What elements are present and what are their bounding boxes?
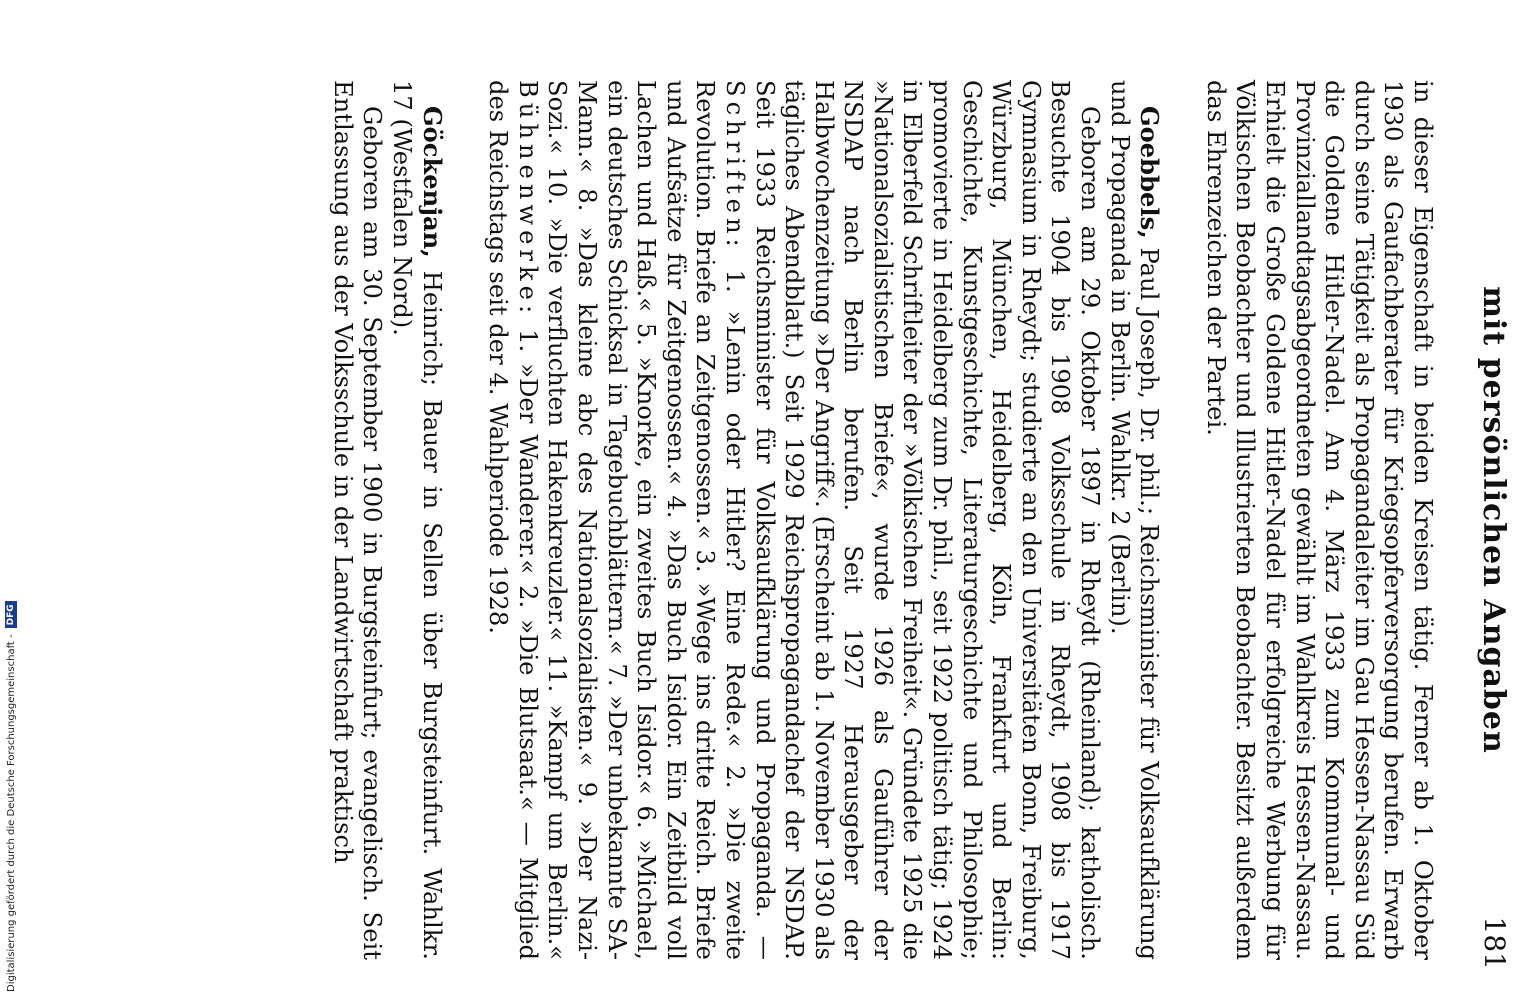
credit-text: Digitalisierung gefördert durch die Deutsche Forschungsgemeinschaft - [6,634,17,992]
biography-part-a: Geboren am 30. September 1900 in Burgsteinfurt; evangelisch. Seit Entlassung aus der Volksschule in der Landwirtschaft praktisch [328,80,387,960]
page-header [1461,70,1511,970]
page-body [17,80,1437,960]
biography-part-c: 1. »Der Wanderer.« 2. »Die Blutsaat.« — Mitglied des Reichstags seit der 4. Wahlperiode 1928. [484,80,542,960]
page-number: 181 [1478,916,1511,970]
entry-goebbels [483,80,1165,960]
entry-biography [483,80,1104,960]
entry-name: Göckenjan, [417,106,447,258]
entry-goeckenjan [327,80,446,960]
entry-heading-rest: Paul Joseph, Dr. phil.; Reichsminister für Volksaufklärung und Propaganda in Berlin. Wahlkr. 2 (Berlin). [1105,80,1164,960]
continuation-text: in dieser Eigenschaft in beiden Kreisen tätig. Ferner ab 1. Oktober 1930 als Gaufachberater für Kriegsopferversorgung berufen. Erwarb durch seine Tätigkeit als Propagandaleiter im Gau Hessen-Nassau Süd die Goldene Hitler-Nadel. Am 4. März 1933 zum Kommunal- und Provinziallandtagsabgeordneten gewählt im Wahlkreis Hessen-Nassau. Erhielt die Große Goldene Hitler-Nadel für erfolgreiche Werbung für Völkischen Beobachter und Illustrierten Beobachter. Besitzt außerdem das Ehrenzeichen der Partei. [1201,80,1437,960]
dfg-logo: DFG [5,601,17,628]
biography-part-a: Geboren am 29. Oktober 1897 in Rheydt (Rheinland); katholisch. Besuchte 1904 bis 1908 Volksschule in Rheydt, 1908 bis 1917 Gymnasium in Rheydt; studierte an den Universitäten Bonn, Freiburg, Würzburg, München, Heidelberg, Köln, Frankfurt und Berlin: Geschichte, Kunstgeschichte, Literaturgeschichte und Philosophie; promovierte in Heidelberg zum Dr. phil., seit 1922 politisch tätig; 1924 in Elberfeld Schriftleiter der »Völkischen Freiheit«. Gründete 1925 die »Nationalsozialistischen Briefe«, wurde 1926 als Gauführer der NSDAP nach Berlin berufen. Seit 1927 Herausgeber der Halbwochenzeitung »Der Angriff«. (Erscheint ab 1. November 1930 als tägliches Abendblatt.) Seit 1929 Reichspropagandachef der NSDAP. Seit 1933 Reichsminister für Volksaufklärung und Propaganda. — [750,80,1105,960]
entry-continuation [1200,80,1437,960]
entry-name: Goebbels, [1135,106,1165,239]
entry-heading [1104,80,1164,960]
running-head: mit persönlichen Angaben [1476,286,1511,754]
entry-heading [386,80,446,960]
schriften-label: Schriften: [720,80,749,252]
entry-heading-rest: Heinrich; Bauer in Sellen über Burgsteinfurt. Wahlkr. 17 (Westfalen Nord). [388,80,446,960]
biography-part-b: 1. »Lenin oder Hitler? Eine Rede.« 2. »Die zweite Revolution. Briefe an Zeitgenossen.« 3. »Wege ins dritte Reich. Briefe und Aufsätze für Zeitgenossen.« 4. »Das Buch Isidor. Ein Zeitbild voll Lachen und Haß.« 5. »Knorke, ein zweites Buch Isidor.« 6. »Michael, ein deutsches Schicksal in Tagebuchblättern.« 7. »Der unbekannte SA-Mann.« 8. »Das kleine abc des Nationalsozialisten.« 9. »Der Nazi-Sozi.« 10. »Die verfluchten Hakenkreuzler.« 11. »Kampf um Berlin.« [543,80,749,960]
entry-biography [327,80,386,960]
buehnenwerke-label: Bühnenwerke: [513,80,542,319]
